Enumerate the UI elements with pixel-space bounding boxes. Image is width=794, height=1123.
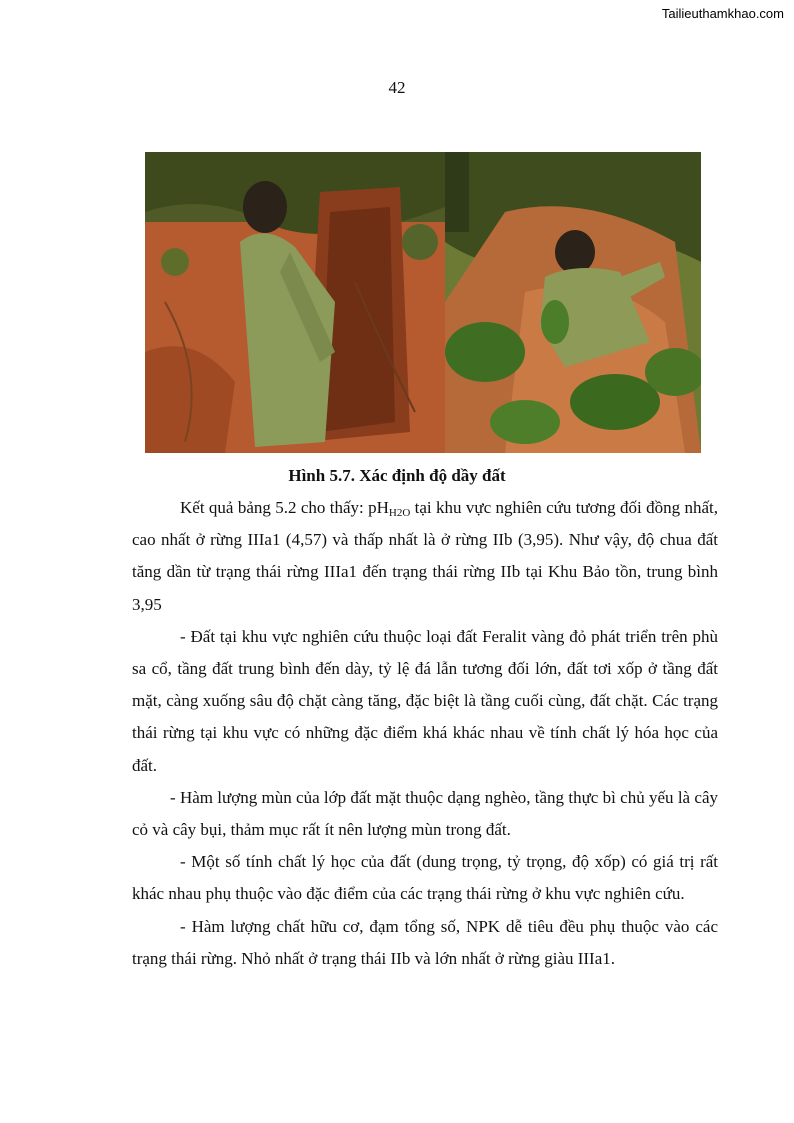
page-number: 42 (388, 78, 406, 97)
photo-soil-pit-right (445, 152, 701, 453)
soil-pit-illustration (445, 152, 701, 453)
paragraph-physical-properties: - Một số tính chất lý học của đất (dung trọng, tỷ trọng, độ xốp) có giá trị rất khác nhau phụ thuộc vào đặc điểm của các trạng thái rừng ở khu vực nghiên cứu. (132, 852, 718, 904)
figure-soil-depth (145, 152, 701, 453)
body-text (132, 492, 718, 975)
photo-soil-pit-left (145, 152, 445, 453)
watermark: Tailieuthamkhao.com (661, 6, 784, 21)
soil-pit-illustration (145, 152, 445, 453)
paragraph-humus: - Hàm lượng mùn của lớp đất mặt thuộc dạng nghèo, tầng thực bì chủ yếu là cây cỏ và cây bụi, thảm mục rất ít nên lượng mùn trong đất. (132, 787, 718, 840)
paragraph-soil-type: - Đất tại khu vực nghiên cứu thuộc loại đất Feralit vàng đỏ phát triển trên phù sa cổ, tầng đất trung bình đến dày, tỷ lệ đá lẫn tương đối lớn, đất tơi xốp ở tầng đất mặt, càng xuống sâu độ chặt càng tăng, đặc biệt là tầng cuối cùng, đất chặt. Các trạng thái rừng tại khu vực có những đặc điểm khá khác nhau về tính chất lý hóa học của đất. (132, 626, 718, 775)
figure-caption: Hình 5.7. Xác định độ dầy đất (288, 466, 506, 485)
paragraph-ph-result: Kết quả bảng 5.2 cho thấy: $pH_{H2O}$ tại khu vực nghiên cứu tương đối đồng nhất, cao nhất ở rừng IIIa1 (4,57) và thấp nhất là ở rừng IIb (3,95). Như vậy, độ chua đất tăng dần từ trạng thái rừng IIIa1 đến trạng thái rừng IIb tại Khu Bảo tồn, trung bình 3,95 (132, 498, 719, 614)
paragraph-organic-matter: - Hàm lượng chất hữu cơ, đạm tổng số, NPK dễ tiêu đều phụ thuộc vào các trạng thái rừng. Nhỏ nhất ở trạng thái IIb và lớn nhất ở rừng giàu IIIa1. (132, 916, 718, 968)
